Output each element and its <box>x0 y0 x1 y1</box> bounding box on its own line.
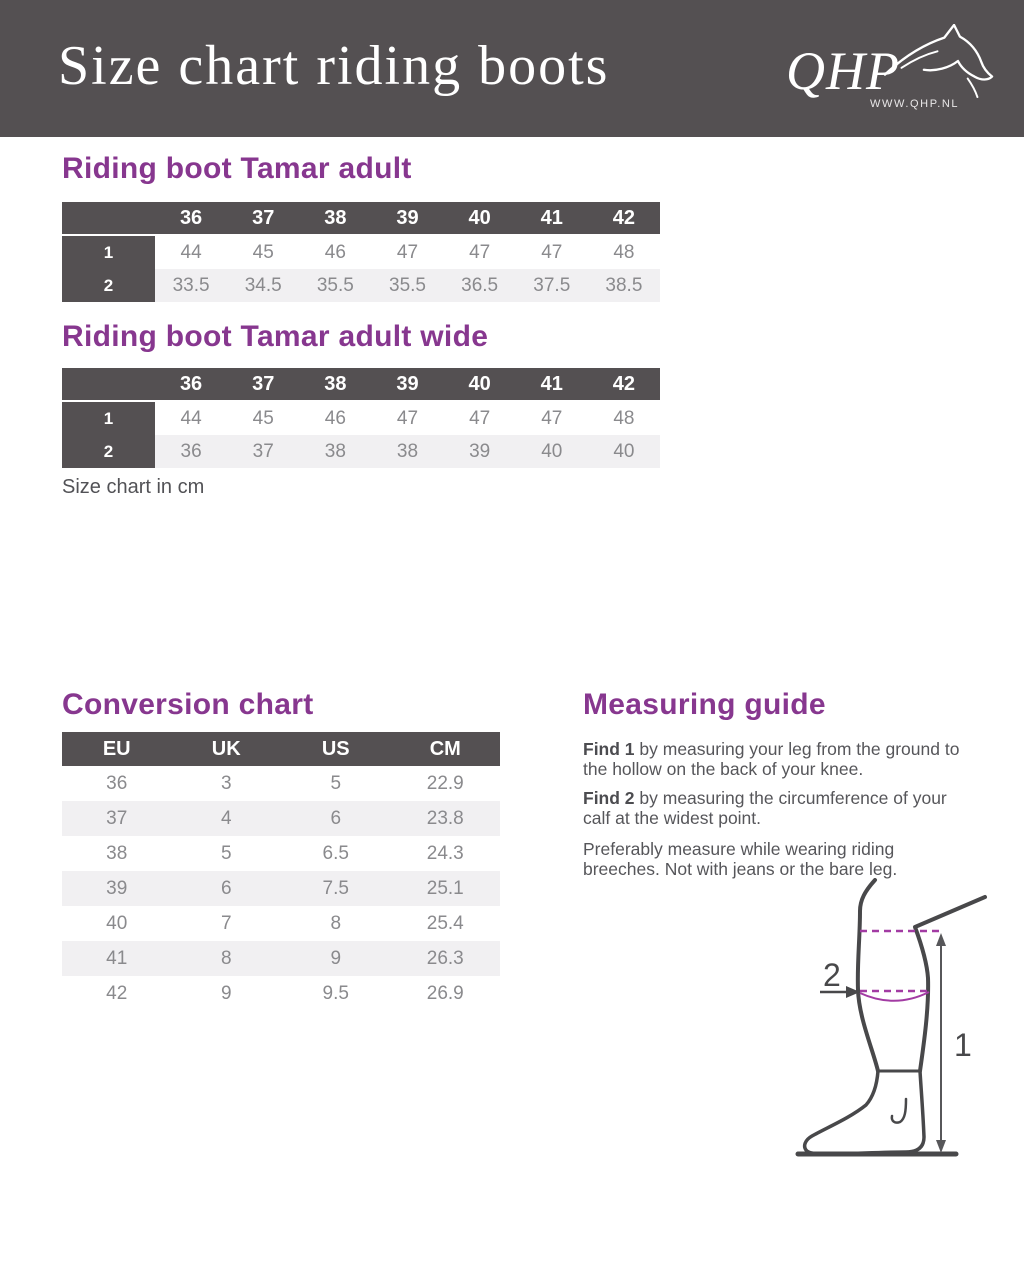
table-cell: 22.9 <box>391 766 501 801</box>
table-cell: 35.5 <box>299 269 371 302</box>
logo-wordmark: QHP <box>786 41 900 101</box>
header-cell-empty <box>62 368 155 402</box>
guide-paragraph <box>583 739 967 779</box>
header-cell-size: 40 <box>444 368 516 402</box>
header-band <box>0 0 1024 137</box>
header-cell-size: 39 <box>371 368 443 402</box>
table-cell: 6 <box>281 801 391 836</box>
table-cell: 47 <box>516 402 588 435</box>
table-cell: 34.5 <box>227 269 299 302</box>
logo-url: WWW.QHP.NL <box>870 98 960 110</box>
size-table-adult <box>62 202 660 302</box>
row-label: 1 <box>62 402 155 435</box>
table-cell: 37 <box>227 435 299 468</box>
size-chart-note: Size chart in cm <box>62 476 205 498</box>
table-cell: 44 <box>155 236 227 269</box>
table-cell: 38 <box>299 435 371 468</box>
header-cell-size: 40 <box>444 202 516 236</box>
header-cell-size: 36 <box>155 368 227 402</box>
guide-paragraph-text: Preferably measure while wearing riding breeches. Not with jeans or the bare leg. <box>583 839 898 879</box>
header-cell-size: 41 <box>516 202 588 236</box>
table-cell: 36.5 <box>444 269 516 302</box>
table-cell: 47 <box>444 236 516 269</box>
header-cell-size: 38 <box>299 202 371 236</box>
guide-paragraph <box>583 839 967 879</box>
table-cell: 47 <box>444 402 516 435</box>
table-cell: 33.5 <box>155 269 227 302</box>
table-cell: 42 <box>62 976 172 1011</box>
table-cell: 38 <box>371 435 443 468</box>
table-cell: 23.8 <box>391 801 501 836</box>
table-cell: 45 <box>227 402 299 435</box>
section-heading-measuring: Measuring guide <box>583 688 826 721</box>
header-cell-size: 36 <box>155 202 227 236</box>
table-cell: 5 <box>281 766 391 801</box>
section-heading-adult-wide: Riding boot Tamar adult wide <box>62 320 489 353</box>
section-heading-adult: Riding boot Tamar adult <box>62 152 412 185</box>
table-cell: 7.5 <box>281 871 391 906</box>
table-cell: 9 <box>281 941 391 976</box>
table-cell: 3 <box>172 766 282 801</box>
table-cell: 9 <box>172 976 282 1011</box>
table-cell: 40 <box>516 435 588 468</box>
table-cell: 8 <box>281 906 391 941</box>
brand-logo <box>786 22 996 122</box>
diagram-label-calf: 2 <box>823 957 841 993</box>
measuring-guide-text <box>583 739 967 888</box>
table-cell: 5 <box>172 836 282 871</box>
header-cell-empty <box>62 202 155 236</box>
table-cell: 26.3 <box>391 941 501 976</box>
table-cell: 46 <box>299 402 371 435</box>
row-label: 2 <box>62 435 155 468</box>
table-cell: 37 <box>62 801 172 836</box>
header-cell-us: US <box>281 732 391 766</box>
table-cell: 6.5 <box>281 836 391 871</box>
table-cell: 4 <box>172 801 282 836</box>
table-cell: 24.3 <box>391 836 501 871</box>
table-cell: 36 <box>155 435 227 468</box>
table-cell: 45 <box>227 236 299 269</box>
table-cell: 47 <box>516 236 588 269</box>
guide-bold: Find 2 <box>583 788 635 808</box>
guide-paragraph-text: by measuring your leg from the ground to the hollow on the back of your knee. <box>583 739 960 779</box>
table-cell: 38.5 <box>588 269 660 302</box>
guide-paragraph-text: by measuring the circumference of your calf at the widest point. <box>583 788 947 828</box>
table-cell: 48 <box>588 402 660 435</box>
table-cell: 40 <box>62 906 172 941</box>
table-cell: 25.4 <box>391 906 501 941</box>
table-cell: 39 <box>444 435 516 468</box>
header-cell-uk: UK <box>172 732 282 766</box>
table-cell: 25.1 <box>391 871 501 906</box>
header-cell-size: 37 <box>227 202 299 236</box>
page-title: Size chart riding boots <box>58 35 610 97</box>
header-cell-eu: EU <box>62 732 172 766</box>
table-cell: 36 <box>62 766 172 801</box>
conversion-table <box>62 732 500 1011</box>
header-cell-size: 37 <box>227 368 299 402</box>
header-cell-cm: CM <box>391 732 501 766</box>
leg-measuring-illustration <box>778 878 1010 1170</box>
table-cell: 39 <box>62 871 172 906</box>
table-cell: 26.9 <box>391 976 501 1011</box>
table-cell: 35.5 <box>371 269 443 302</box>
table-cell: 38 <box>62 836 172 871</box>
table-cell: 48 <box>588 236 660 269</box>
header-cell-size: 41 <box>516 368 588 402</box>
table-cell: 44 <box>155 402 227 435</box>
guide-paragraph <box>583 788 967 828</box>
diagram-label-length: 1 <box>954 1027 972 1063</box>
table-cell: 40 <box>588 435 660 468</box>
size-table-adult-wide <box>62 368 660 468</box>
guide-bold: Find 1 <box>583 739 635 759</box>
row-label: 2 <box>62 269 155 302</box>
table-cell: 47 <box>371 236 443 269</box>
table-cell: 9.5 <box>281 976 391 1011</box>
header-cell-size: 39 <box>371 202 443 236</box>
table-cell: 6 <box>172 871 282 906</box>
horse-head-icon <box>882 24 994 98</box>
table-cell: 47 <box>371 402 443 435</box>
header-cell-size: 42 <box>588 368 660 402</box>
table-cell: 41 <box>62 941 172 976</box>
header-cell-size: 38 <box>299 368 371 402</box>
header-cell-size: 42 <box>588 202 660 236</box>
table-cell: 8 <box>172 941 282 976</box>
table-cell: 46 <box>299 236 371 269</box>
section-heading-conversion: Conversion chart <box>62 688 314 721</box>
row-label: 1 <box>62 236 155 269</box>
table-cell: 37.5 <box>516 269 588 302</box>
table-cell: 7 <box>172 906 282 941</box>
